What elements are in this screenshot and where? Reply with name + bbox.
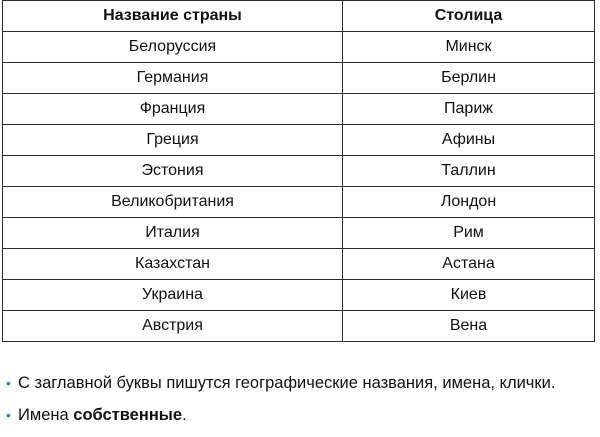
bullet-icon: • [6, 407, 11, 423]
capital-cell: Киев [343, 280, 595, 311]
country-cell: Белоруссия [3, 32, 343, 63]
capital-cell: Вена [343, 311, 595, 342]
note-proper-names-bold: собственные [73, 406, 183, 424]
country-column-header: Название страны [3, 1, 343, 32]
rule-notes-list [6, 373, 598, 437]
country-cell: Франция [3, 94, 343, 125]
country-cell: Италия [3, 218, 343, 249]
country-cell: Германия [3, 63, 343, 94]
table-row [3, 32, 595, 63]
country-cell: Австрия [3, 311, 343, 342]
note-item [6, 405, 598, 425]
country-cell: Греция [3, 125, 343, 156]
capital-cell: Лондон [343, 187, 595, 218]
table-row [3, 280, 595, 311]
countries-capitals-table [2, 0, 595, 342]
table-row [3, 249, 595, 280]
capital-cell: Париж [343, 94, 595, 125]
table-row [3, 218, 595, 249]
capital-cell: Афины [343, 125, 595, 156]
capital-column-header: Столица [343, 1, 595, 32]
country-cell: Эстония [3, 156, 343, 187]
table-row [3, 187, 595, 218]
capital-cell: Таллин [343, 156, 595, 187]
table-row [3, 156, 595, 187]
note-proper-names-suffix: . [182, 406, 187, 424]
capital-cell: Минск [343, 32, 595, 63]
country-cell: Украина [3, 280, 343, 311]
note-item [6, 373, 598, 393]
table-row [3, 311, 595, 342]
table-row [3, 125, 595, 156]
note-proper-names-prefix: Имена [18, 406, 74, 424]
capital-cell: Астана [343, 249, 595, 280]
country-cell: Казахстан [3, 249, 343, 280]
table-row [3, 94, 595, 125]
bullet-icon: • [6, 375, 11, 391]
table-header-row [3, 1, 595, 32]
country-cell: Великобритания [3, 187, 343, 218]
table-row [3, 63, 595, 94]
capital-cell: Рим [343, 218, 595, 249]
note-capital-letter-rule: С заглавной буквы пишутся географические названия, имена, клички. [18, 374, 556, 392]
capital-cell: Берлин [343, 63, 595, 94]
